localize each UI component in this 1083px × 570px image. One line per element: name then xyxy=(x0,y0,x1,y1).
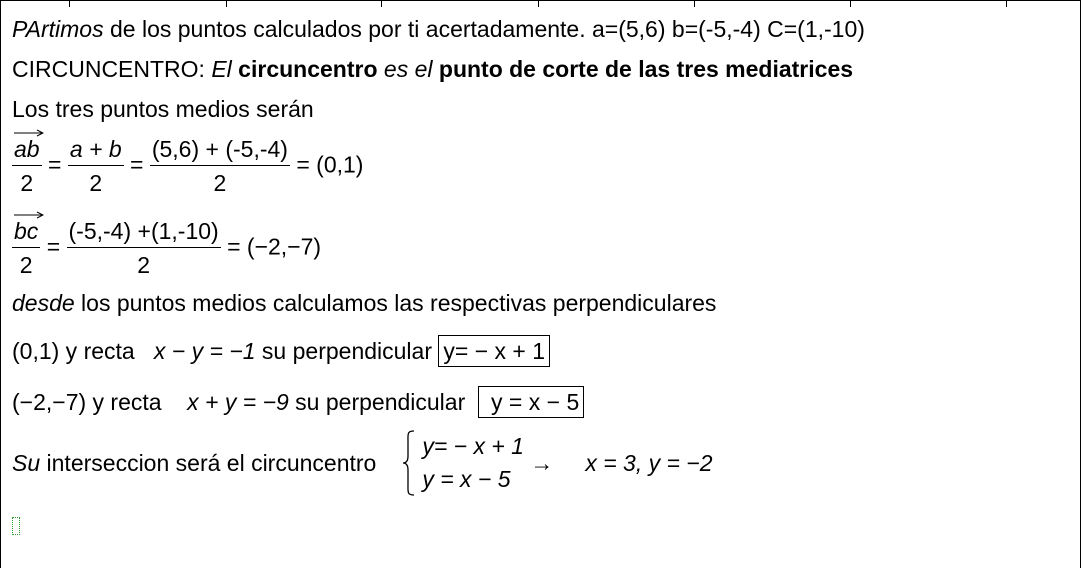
circumcenter-definition xyxy=(12,58,853,81)
equals-sign: = xyxy=(47,151,62,178)
ruler-tick xyxy=(381,1,382,7)
midpoint-bc-equation xyxy=(12,220,321,277)
arrow-icon: → xyxy=(530,449,554,476)
definition-article: El xyxy=(211,56,232,82)
vector-arrow-icon xyxy=(14,129,44,137)
intersection-italic: Su xyxy=(12,449,41,476)
intro-text: de los puntos calculados por ti acertadamente. a=(5,6) b=(-5,-4) C=(1,-10) xyxy=(103,16,865,42)
denominator: 2 xyxy=(89,170,103,196)
line-1-equation: x − y = −1 xyxy=(153,338,256,364)
values-fraction xyxy=(150,138,290,195)
midpoint-bc-result: = (−2,−7) xyxy=(227,233,322,260)
left-brace-icon xyxy=(402,430,416,496)
intersection-text: interseccion será el circuncentro xyxy=(40,449,377,476)
ruler-tick xyxy=(1006,1,1007,7)
equals-sign: = xyxy=(46,233,61,260)
denominator: 2 xyxy=(213,170,227,196)
circumcenter-result: x = 3, y = −2 xyxy=(585,449,713,476)
midpoints-heading: Los tres puntos medios serán xyxy=(12,96,314,122)
intro-italic: PArtimos xyxy=(12,16,104,42)
definition-label: CIRCUNCENTRO: xyxy=(12,56,212,82)
ruler-tick xyxy=(226,1,227,7)
perpendicular-label: su perpendicular xyxy=(255,338,439,364)
values-numerator: (5,6) + (-5,-4) xyxy=(150,138,290,166)
vector-arrow-icon xyxy=(14,211,44,219)
vector-ab-fraction xyxy=(12,138,42,195)
sum-numerator: a + b xyxy=(68,138,124,166)
sum-fraction xyxy=(68,138,124,195)
intersection-line xyxy=(12,430,713,497)
perpendicular-1-line xyxy=(12,335,550,367)
ruler-tick xyxy=(69,1,70,7)
vector-bc: bc xyxy=(14,220,38,243)
midpoint-ab-result: = (0,1) xyxy=(296,151,364,178)
midpoint-ab-equation xyxy=(12,138,363,195)
intro-line xyxy=(12,18,865,41)
vector-bc-fraction xyxy=(12,220,40,277)
perpendicular-2-line xyxy=(12,386,584,418)
vector-ab: ab xyxy=(14,138,40,161)
definition-connector: es el xyxy=(377,56,433,82)
ruler-tick xyxy=(538,1,539,7)
perpendicular-2-result: y = x − 5 xyxy=(478,386,584,418)
perpendicular-label: su perpendicular xyxy=(288,389,472,415)
perpendicular-1-result: y= − x + 1 xyxy=(438,335,550,367)
point-2: (−2,−7) y recta xyxy=(12,389,162,415)
point-1: (0,1) y recta xyxy=(12,338,135,364)
equals-sign: = xyxy=(130,151,144,178)
perpendiculars-italic: desde xyxy=(12,290,75,316)
denominator: 2 xyxy=(137,252,150,278)
perpendiculars-heading xyxy=(12,292,716,315)
values-numerator: (-5,-4) +(1,-10) xyxy=(67,220,221,248)
definition-body: punto de corte de las tres mediatrices xyxy=(432,56,854,82)
ruler-tick xyxy=(850,1,851,7)
perpendiculars-text: los puntos medios calculamos las respectivas perpendiculares xyxy=(74,290,717,316)
line-2-equation: x + y = −9 xyxy=(187,389,289,415)
values-fraction xyxy=(67,220,221,277)
text-cursor[interactable] xyxy=(12,517,20,535)
system-equation-1: y= − x + 1 xyxy=(422,433,524,459)
system-equation-2: y = x − 5 xyxy=(422,466,511,493)
ruler-tick xyxy=(694,1,695,7)
denominator: 2 xyxy=(20,170,34,196)
equation-system xyxy=(402,430,524,497)
definition-term: circuncentro xyxy=(231,56,378,82)
denominator: 2 xyxy=(19,252,33,278)
